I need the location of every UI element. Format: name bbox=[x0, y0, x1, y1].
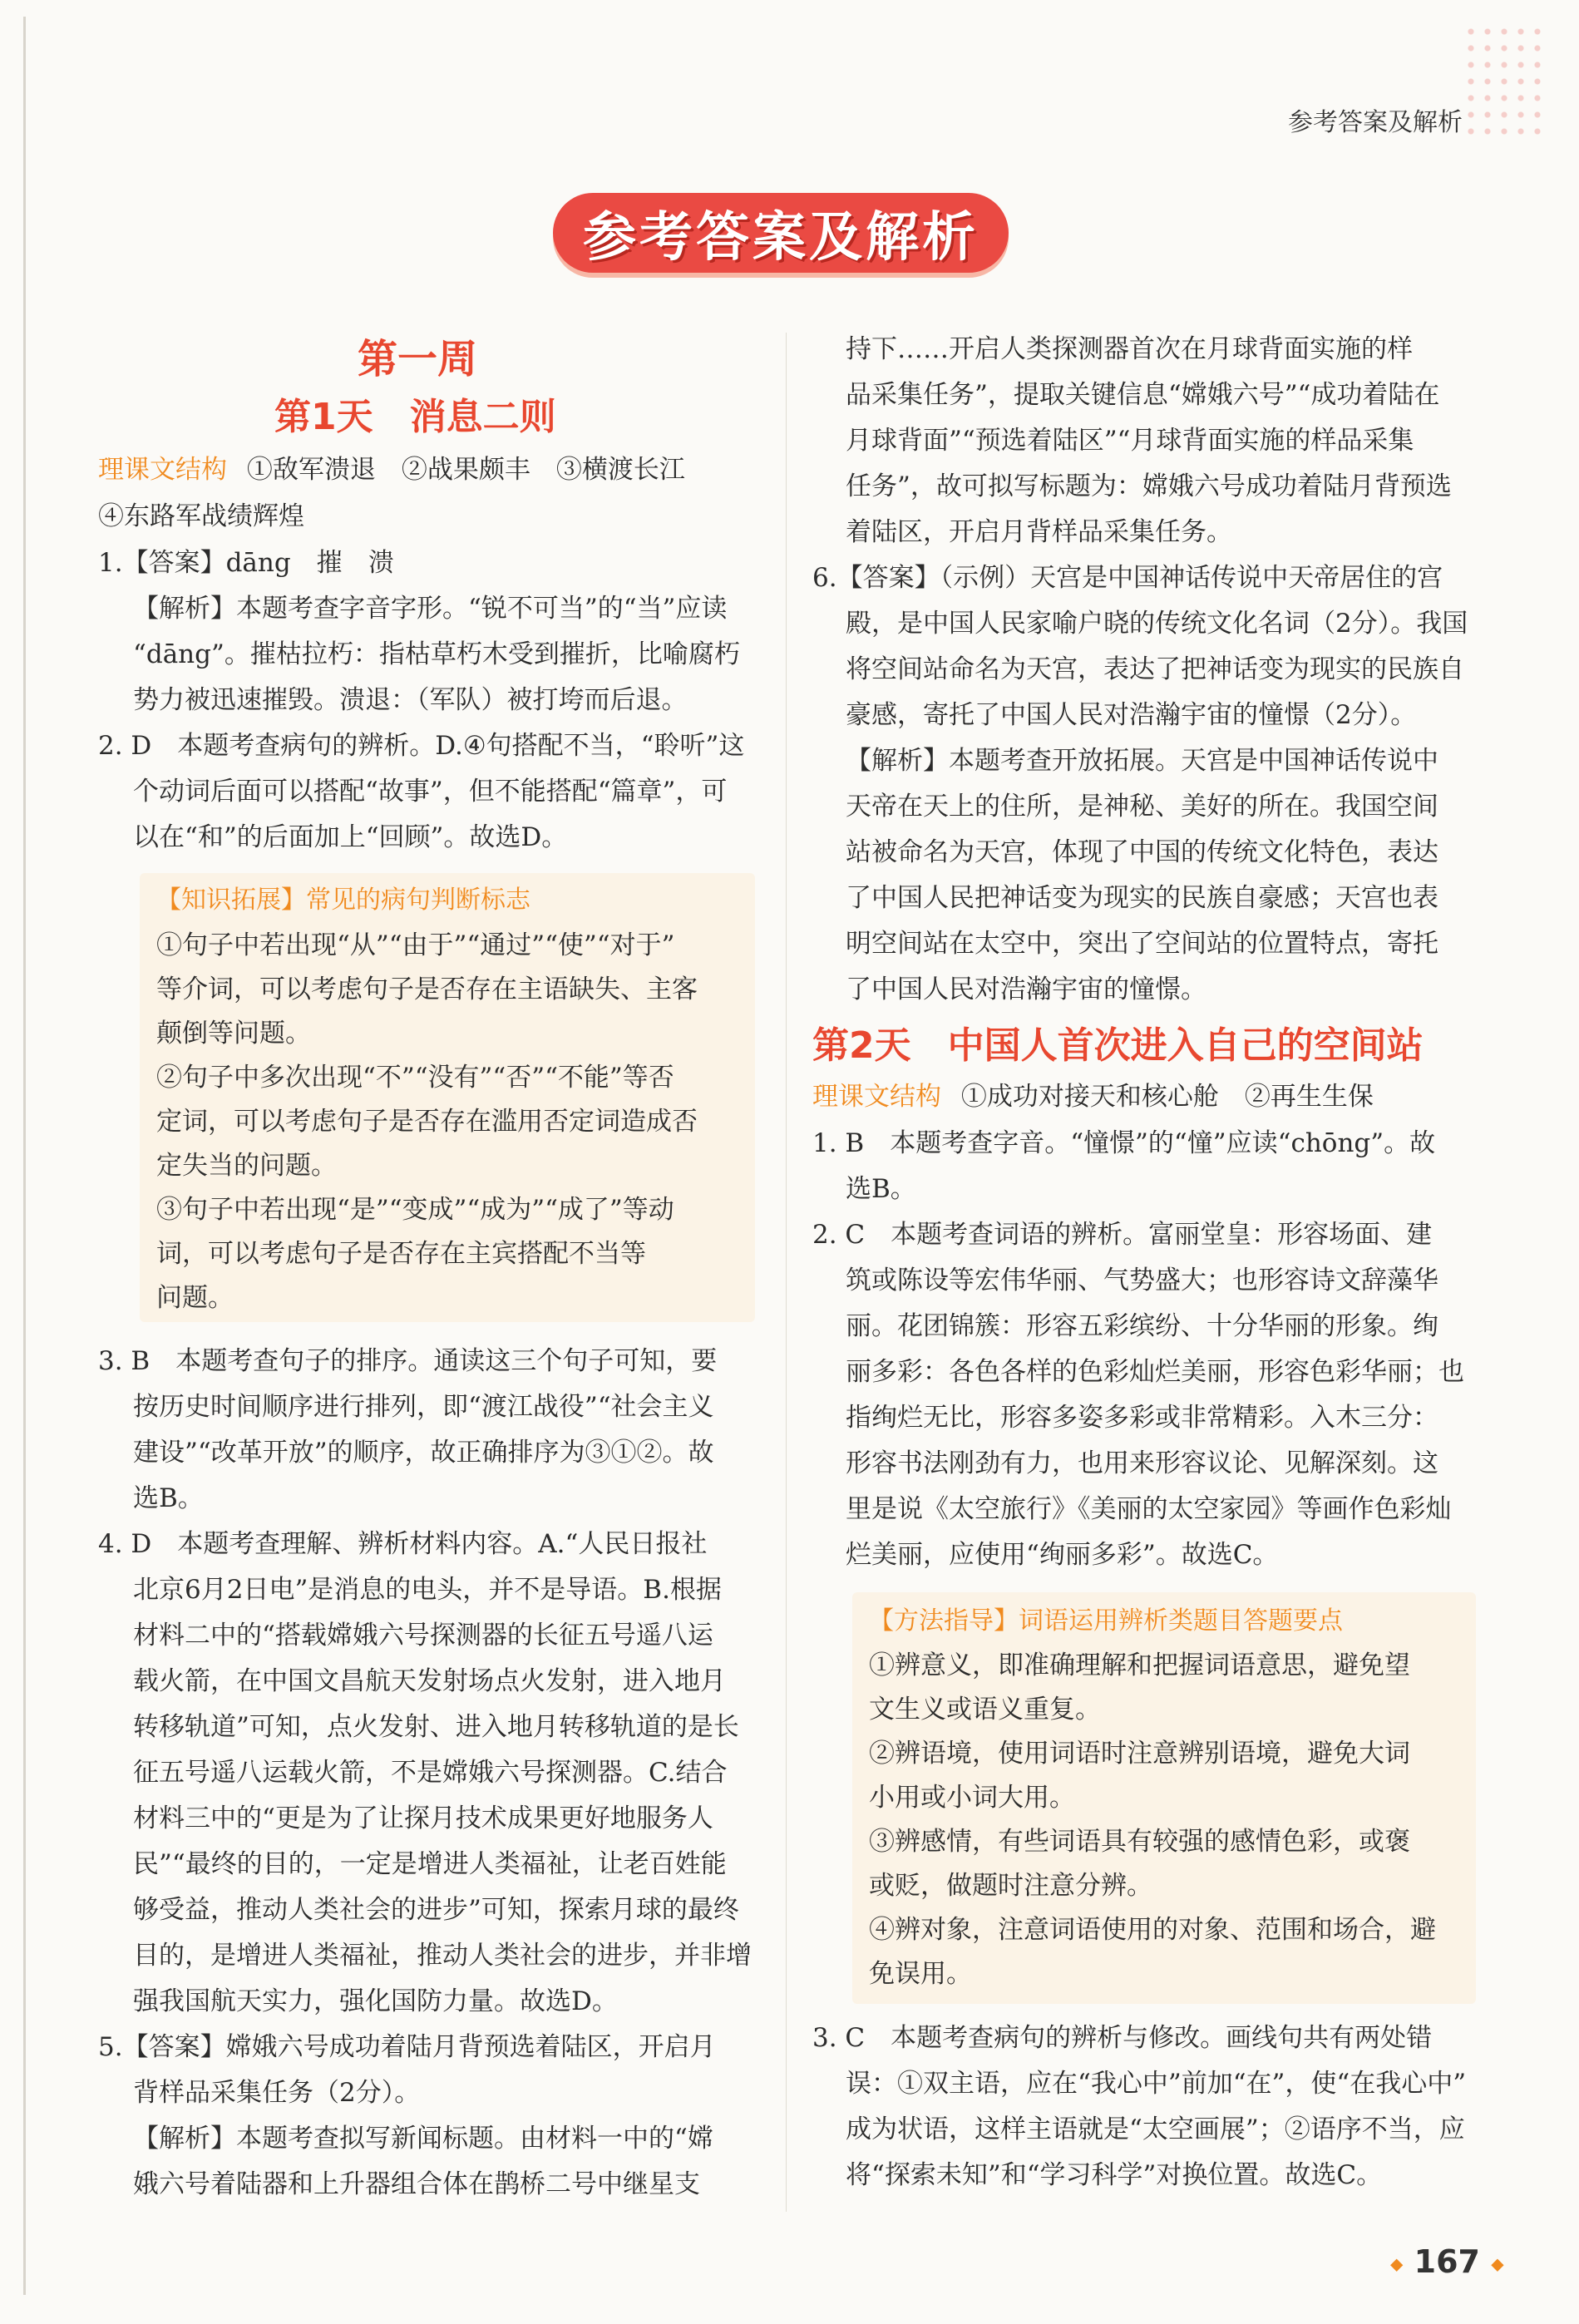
answer-line: 烂美丽，应使用“绚丽多彩”。故选C。 bbox=[846, 1540, 1279, 1570]
answer-line: 误：①双主语，应在“我心中”前加“在”，使“在我心中” bbox=[846, 2069, 1467, 2099]
knowledge-title: 【知识拓展】常见的病句判断标志 bbox=[156, 886, 530, 915]
answer-line: 娥六号着陆器和上升器组合体在鹊桥二号中继星支 bbox=[133, 2169, 700, 2199]
day2-title: 第2天 中国人首次进入自己的空间站 bbox=[812, 1024, 1424, 1067]
answer-line: 豪感，寄托了中国人民对浩瀚宇宙的憧憬（2分）。 bbox=[846, 700, 1417, 730]
method-line: 免误用。 bbox=[869, 1959, 972, 1989]
answer-line: 载火箭，在中国文昌航天发射场点火发射，进入地月 bbox=[133, 1666, 726, 1696]
page-edge bbox=[23, 17, 26, 2295]
answer-line: 将空间站命名为天宫，表达了把神话变为现实的民族自 bbox=[846, 654, 1464, 684]
answer-line: 以在“和”的后面加上“回顾”。故选D。 bbox=[133, 822, 568, 852]
decorative-dots bbox=[1463, 23, 1546, 140]
knowledge-line: ①句子中若出现“从”“由于”“通过”“使”“对于” bbox=[156, 930, 675, 960]
page-number-value: 167 bbox=[1414, 2243, 1480, 2280]
structure-items-3: ①成功对接天和核心舱 ②再生生保 bbox=[960, 1082, 1374, 1112]
day1-title: 第1天 消息二则 bbox=[274, 396, 556, 438]
week-title: 第一周 bbox=[358, 336, 478, 382]
structure-items-2: ④东路军战绩辉煌 bbox=[98, 501, 304, 531]
answer-line: 个动词后面可以搭配“故事”，但不能搭配“篇章”，可 bbox=[133, 777, 728, 807]
knowledge-line: 颠倒等问题。 bbox=[156, 1019, 311, 1049]
answer-line: 选B。 bbox=[133, 1483, 204, 1513]
answer-line: 材料三中的“更是为了让探月技术成果更好地服务人 bbox=[133, 1803, 713, 1833]
method-title: 【方法指导】词语运用辨析类题目答题要点 bbox=[869, 1606, 1343, 1636]
method-line: ②辨语境，使用词语时注意辨别语境，避免大词 bbox=[869, 1739, 1410, 1769]
answer-line: 站被命名为天宫，体现了中国的传统文化特色，表达 bbox=[846, 837, 1438, 867]
answer-line: 强我国航天实力，强化国防力量。故选D。 bbox=[133, 1986, 618, 2016]
answer-line: 成为状语，这样主语就是“太空画展”；②语序不当，应 bbox=[846, 2114, 1465, 2144]
answer-line: 着陆区，开启月背样品采集任务。 bbox=[846, 517, 1232, 547]
answer-line: 材料二中的“搭载嫦娥六号探测器的长征五号遥八运 bbox=[133, 1621, 713, 1650]
answer-line: 任务”，故可拟写标题为：嫦娥六号成功着陆月背预选 bbox=[846, 471, 1452, 501]
knowledge-line: 词，可以考虑句子是否存在主宾搭配不当等 bbox=[156, 1239, 646, 1269]
answer-line: 指绚烂无比，形容多姿多彩或非常精彩。入木三分： bbox=[846, 1403, 1438, 1433]
answer-line: 明空间站在太空中，突出了空间站的位置特点，寄托 bbox=[846, 929, 1438, 959]
structure-row-2 bbox=[812, 1084, 1374, 1110]
answer-line: 2. C 本题考查词语的辨析。富丽堂皇：形容场面、建 bbox=[812, 1220, 1433, 1250]
answer-line: 品采集任务”，提取关键信息“嫦娥六号”“成功着陆在 bbox=[846, 380, 1440, 410]
diamond-icon: ◆ bbox=[1390, 2253, 1404, 2274]
answer-line: 选B。 bbox=[846, 1174, 916, 1204]
method-line: ④辨对象，注意词语使用的对象、范围和场合，避 bbox=[869, 1915, 1436, 1945]
answer-line: 丽多彩：各色各样的色彩灿烂美丽，形容色彩华丽；也 bbox=[846, 1357, 1464, 1387]
answer-line: 将“探索未知”和“学习科学”对换位置。故选C。 bbox=[846, 2160, 1383, 2190]
title-banner bbox=[553, 193, 1009, 273]
structure-items: ①敌军溃退 ②战果颇丰 ③横渡长江 bbox=[246, 455, 685, 485]
answer-line: 2. D 本题考查病句的辨析。D.④句搭配不当，“聆听”这 bbox=[98, 731, 745, 761]
answer-line: 里是说《太空旅行》《美丽的太空家园》等画作色彩灿 bbox=[846, 1494, 1452, 1524]
answer-line: 民”“最终的目的，一定是增进人类福祉，让老百姓能 bbox=[133, 1849, 727, 1879]
knowledge-line: ②句子中多次出现“不”“没有”“否”“不能”等否 bbox=[156, 1063, 674, 1093]
knowledge-line: 等介词，可以考虑句子是否存在主语缺失、主客 bbox=[156, 975, 698, 1004]
answer-line: 筑或陈设等宏伟华丽、气势盛大；也形容诗文辞藻华 bbox=[846, 1266, 1438, 1295]
knowledge-line: 定词，可以考虑句子是否存在滥用否定词造成否 bbox=[156, 1107, 698, 1137]
banner-title: 参考答案及解析 bbox=[583, 207, 979, 269]
answer-line: 【解析】本题考查开放拓展。天宫是中国神话传说中 bbox=[846, 746, 1438, 776]
answer-line: 够受益，推动人类社会的进步”可知，探索月球的最终 bbox=[133, 1895, 739, 1925]
answer-line: 6.【答案】（示例）天宫是中国神话传说中天帝居住的宫 bbox=[812, 563, 1443, 593]
answer-line: 3. C 本题考查病句的辨析与修改。画线句共有两处错 bbox=[812, 2023, 1433, 2053]
answer-line: 北京6月2日电”是消息的电头，并不是导语。B.根据 bbox=[133, 1575, 722, 1605]
page-number bbox=[1390, 2243, 1504, 2280]
answer-line: 月球背面”“预选着陆区”“月球背面实施的样品采集 bbox=[846, 426, 1414, 456]
answer-line: 形容书法刚劲有力，也用来形容议论、见解深刻。这 bbox=[846, 1448, 1438, 1478]
method-line: 小用或小词大用。 bbox=[869, 1783, 1075, 1813]
knowledge-line: 定失当的问题。 bbox=[156, 1151, 337, 1181]
answer-line: 天帝在天上的住所，是神秘、美好的所在。我国空间 bbox=[846, 792, 1438, 822]
method-line: ①辨意义，即准确理解和把握词语意思，避免望 bbox=[869, 1650, 1410, 1680]
answer-line: 按历史时间顺序进行排列，即“渡江战役”“社会主义 bbox=[133, 1392, 714, 1422]
answer-line: 丽。花团锦簇：形容五彩缤纷、十分华丽的形象。绚 bbox=[846, 1311, 1438, 1341]
answer-line: 【解析】本题考查字音字形。“锐不可当”的“当”应读 bbox=[133, 594, 728, 624]
structure-label-2: 理课文结构 bbox=[812, 1082, 941, 1112]
answer-line: 转移轨道”可知，点火发射、进入地月转移轨道的是长 bbox=[133, 1712, 739, 1742]
structure-row bbox=[98, 457, 685, 483]
answer-line: 殿，是中国人民家喻户晓的传统文化名词（2分）。我国 bbox=[846, 609, 1468, 639]
answer-line: “dāng”。摧枯拉朽：指枯草朽木受到摧折，比喻腐朽 bbox=[133, 639, 740, 669]
answer-line: 【解析】本题考查拟写新闻标题。由材料一中的“嫦 bbox=[133, 2124, 713, 2154]
answer-line: 4. D 本题考查理解、辨析材料内容。A.“人民日报社 bbox=[98, 1529, 708, 1559]
running-header: 参考答案及解析 bbox=[1288, 108, 1463, 137]
answer-line: 1. B 本题考查字音。“憧憬”的“憧”应读“chōng”。故 bbox=[812, 1128, 1436, 1158]
answer-line: 了中国人民把神话变为现实的民族自豪感；天宫也表 bbox=[846, 883, 1438, 913]
answer-line: 目的，是增进人类福祉，推动人类社会的进步，并非增 bbox=[133, 1941, 752, 1971]
answer-line: 5.【答案】嫦娥六号成功着陆月背预选着陆区，开启月 bbox=[98, 2032, 716, 2062]
method-line: 文生义或语义重复。 bbox=[869, 1695, 1101, 1724]
method-line: ③辨感情，有些词语具有较强的感情色彩，或褒 bbox=[869, 1827, 1410, 1857]
knowledge-line: ③句子中若出现“是”“变成”“成为”“成了”等动 bbox=[156, 1195, 674, 1225]
method-line: 或贬，做题时注意分辨。 bbox=[869, 1871, 1152, 1901]
answer-line: 持下……开启人类探测器首次在月球背面实施的样 bbox=[846, 334, 1413, 364]
answer-line: 势力被迅速摧毁。溃退：（军队）被打垮而后退。 bbox=[133, 685, 688, 715]
answer-line: 背样品采集任务（2分）。 bbox=[133, 2078, 421, 2108]
answer-line: 3. B 本题考查句子的排序。通读这三个句子可知，要 bbox=[98, 1346, 718, 1376]
answer-line: 了中国人民对浩瀚宇宙的憧憬。 bbox=[846, 975, 1206, 1004]
answer-line: 征五号遥八运载火箭，不是嫦娥六号探测器。C.结合 bbox=[133, 1758, 728, 1788]
knowledge-line: 问题。 bbox=[156, 1283, 234, 1313]
structure-label: 理课文结构 bbox=[98, 455, 227, 485]
column-divider bbox=[786, 333, 787, 2212]
answer-line: 建设”“改革开放”的顺序，故正确排序为③①②。故 bbox=[133, 1438, 714, 1468]
diamond-icon: ◆ bbox=[1491, 2253, 1504, 2274]
answer-line: 1.【答案】dāng 摧 溃 bbox=[98, 548, 394, 578]
